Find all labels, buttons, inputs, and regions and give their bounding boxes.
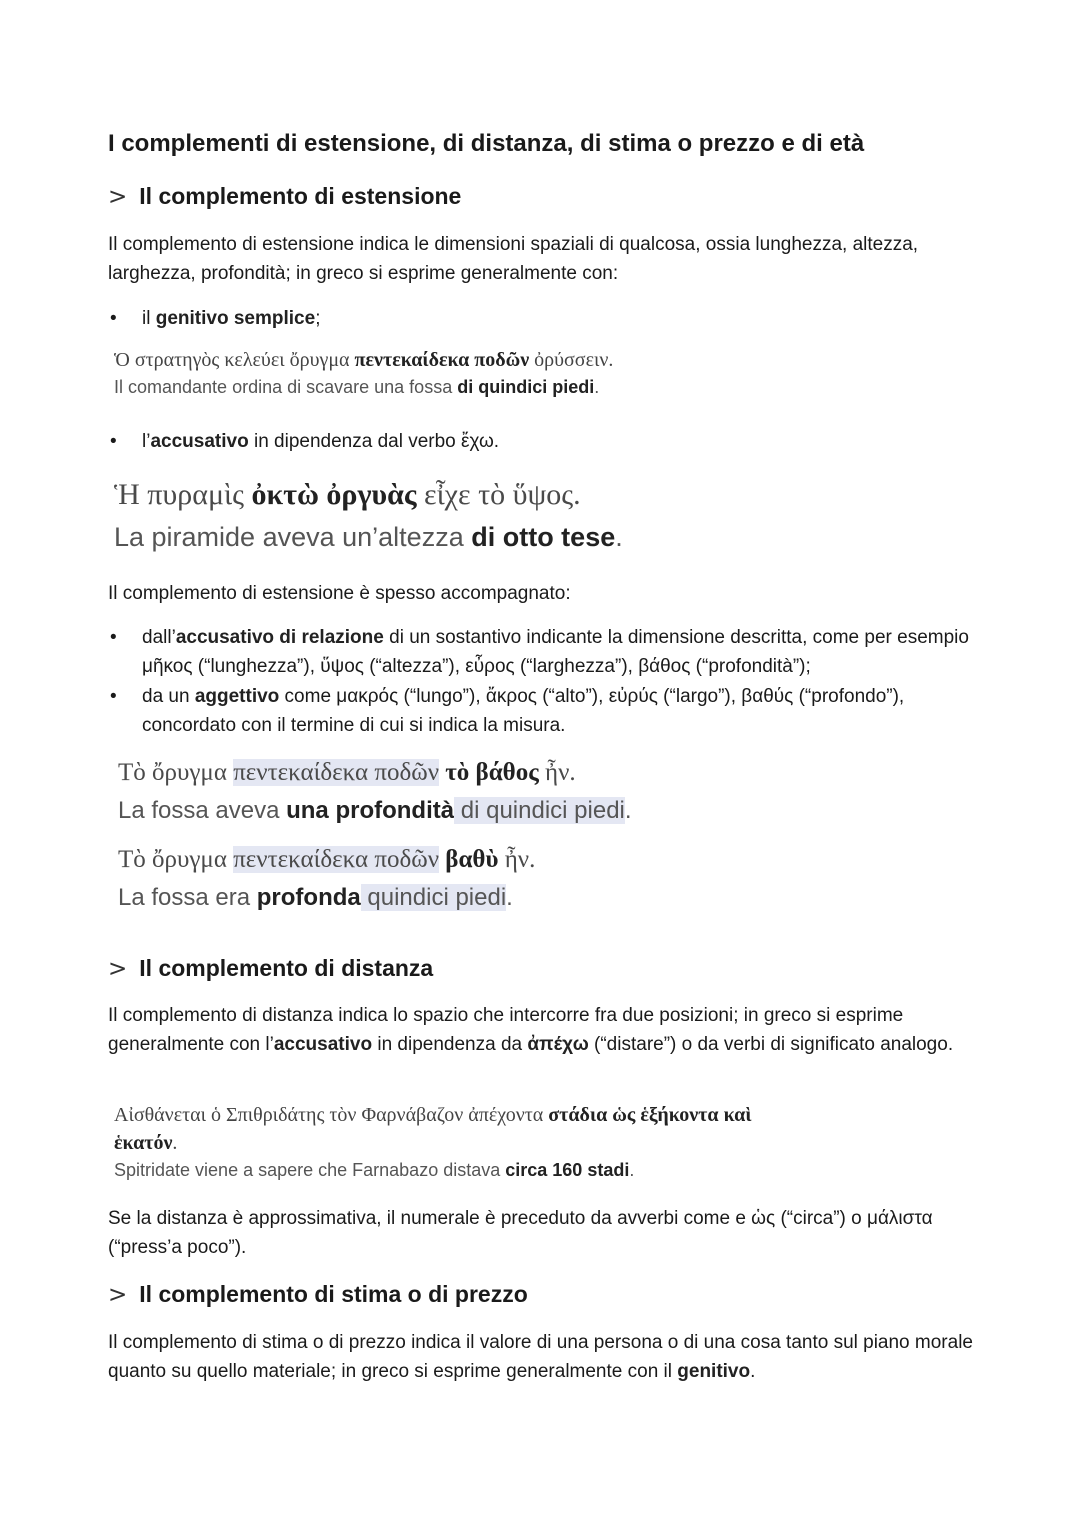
example-greek: Ὁ στρατηγὸς κελεύει ὄρυγμα πεντεκαίδεκα ποδῶν ὀρύσσειν. bbox=[114, 349, 614, 371]
section-heading-distanza: > Il complemento di distanza bbox=[108, 955, 434, 982]
list-item: • il genitivo semplice; bbox=[108, 304, 978, 333]
example-greek: Τὸ ὄρυγμα πεντεκαίδεκα ποδῶν βαθὺ ἦν. bbox=[118, 846, 536, 873]
chevron-right-icon: > bbox=[108, 1282, 128, 1308]
example-translation: La piramide aveva un’altezza di otto tese. bbox=[114, 522, 623, 552]
page-title: I complementi di estensione, di distanza, di stima o prezzo e di età bbox=[108, 130, 865, 157]
bullet-icon: • bbox=[110, 686, 117, 707]
section-heading-estensione: > Il complemento di estensione bbox=[108, 183, 462, 210]
example-translation: La fossa era profonda quindici piedi. bbox=[118, 884, 513, 911]
example-translation: Spitridate viene a sapere che Farnabazo distava circa 160 stadi. bbox=[114, 1160, 635, 1180]
distanza-intro: Il complemento di distanza indica lo spazio che intercorre fra due posizioni; in greco si esprime generalmente con l’accusativo in dipendenza da ἀπέχω (“distare”) o da verbi di significato analogo. bbox=[108, 1005, 954, 1055]
estensione-accomp: Il complemento di estensione è spesso accompagnato: bbox=[108, 583, 571, 604]
example-translation: La fossa aveva una profondità di quindici piedi. bbox=[118, 797, 632, 824]
example-greek: Ἡ πυραμὶς ὀκτὼ ὀργυὰς εἶχε τὸ ὕψος. bbox=[114, 478, 581, 511]
chevron-right-icon: > bbox=[108, 184, 128, 210]
estensione-intro: Il complemento di estensione indica le dimensioni spaziali di qualcosa, ossia lunghezza, altezza, larghezza, profondità; in greco si esprime generalmente con: bbox=[108, 234, 919, 284]
bullet-icon: • bbox=[110, 627, 117, 648]
example-translation: Il comandante ordina di scavare una fossa di quindici piedi. bbox=[114, 377, 600, 397]
example-greek: Αἰσθάνεται ὁ Σπιθριδάτης τὸν Φαρνάβαζον ἀπέχοντα στάδια ὡς ἑξήκοντα καὶ bbox=[114, 1104, 752, 1126]
bullet-icon: • bbox=[110, 431, 117, 452]
list-item: • l’accusativo in dipendenza dal verbo ἔχω. bbox=[108, 427, 978, 456]
example-greek: Τὸ ὄρυγμα πεντεκαίδεκα ποδῶν τὸ βάθος ἦν. bbox=[118, 759, 576, 786]
list-item: • dall’accusativo di relazione di un sostantivo indicante la dimensione descritta, come per esempio μῆκος (“lunghezza”), ὕψος (“altezza”), εὖρος (“larghezza”), βάθος (“profondità”); bbox=[108, 623, 978, 681]
distanza-note: Se la distanza è approssimativa, il numerale è preceduto da avverbi come e ὡς (“circa”) o μάλιστα (“press’a poco”). bbox=[108, 1208, 933, 1258]
stima-intro: Il complemento di stima o di prezzo indica il valore di una persona o di una cosa tanto sul piano morale quanto su quello materiale; in greco si esprime generalmente con il genitivo. bbox=[108, 1332, 973, 1382]
section-heading-stima: > Il complemento di stima o di prezzo bbox=[108, 1281, 528, 1308]
list-item: • da un aggettivo come μακρός (“lungo”), ἄκρος (“alto”), εὐρύς (“largo”), βαθύς (“profondo”), concordato con il termine di cui si indica la misura. bbox=[108, 682, 978, 740]
chevron-right-icon: > bbox=[108, 956, 128, 982]
example-greek: ἑκατόν. bbox=[114, 1132, 178, 1154]
bullet-icon: • bbox=[110, 308, 117, 329]
